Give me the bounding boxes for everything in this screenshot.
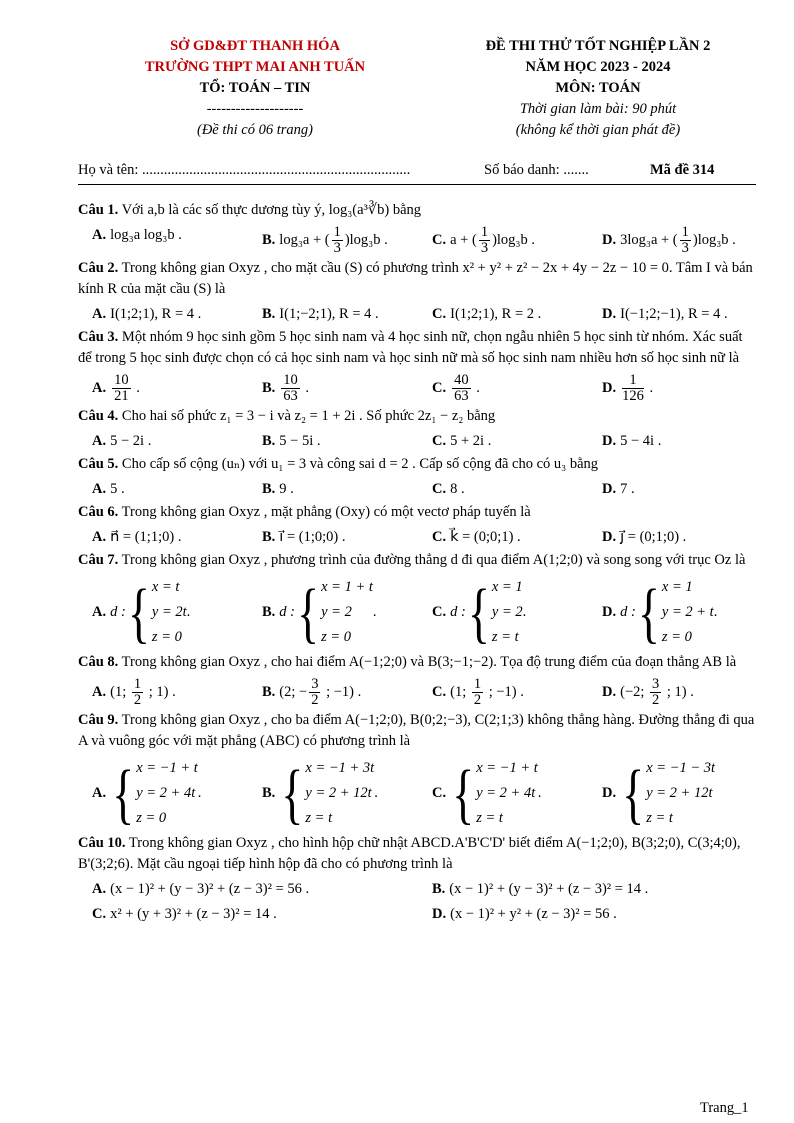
option-letter: D. — [602, 603, 617, 620]
option-letter: C. — [432, 784, 447, 801]
option-letter: A. — [92, 433, 107, 449]
line-name: d : — [279, 604, 296, 620]
equation-line: x = −1 + t — [476, 760, 538, 776]
option-letter: B. — [262, 481, 276, 497]
option-letter: D. — [602, 231, 617, 248]
question-stem — [78, 327, 758, 369]
answer-option — [418, 304, 588, 325]
answer-option — [78, 304, 248, 325]
question-text: Cho cấp số cộng (uₙ) với u₁ = 3 và công sai d = 2 . Cấp số cộng đã cho có u₃ bằng — [121, 456, 599, 472]
equation-system: d : { x = 1 + t y = 2 z = 0 . — [279, 574, 377, 649]
answer-option — [78, 225, 248, 256]
question-stem — [78, 652, 758, 673]
equation-line: z = 0 — [321, 629, 352, 645]
answer-option — [418, 904, 758, 925]
question-text: Một nhóm 9 học sinh gồm 5 học sinh nam và 4 học sinh nữ, chọn ngẫu nhiên 5 học sinh từ nhóm. Xác suất để trong 5 học sinh được chọn có cả học sinh nam và học sinh nữ mà số học sinh nam nhiều hơn số học sinh nữ là — [78, 329, 743, 366]
answer-option — [588, 756, 758, 831]
option-text: 9 . — [279, 481, 294, 497]
answer-option — [588, 225, 758, 256]
answer-option — [78, 677, 248, 708]
option-text: k⃗ = (0;0;1) . — [450, 529, 521, 545]
option-letter: A. — [92, 881, 107, 897]
time-note: (không kể thời gian phát đề) — [515, 122, 681, 138]
equation-system: d : { x = t y = 2t z = 0 . — [110, 574, 191, 649]
equation-line: z = t — [491, 629, 519, 645]
option-text: (1; $\frac{1}{2}$ ; −1) . — [450, 676, 524, 708]
option-letter: C. — [432, 231, 447, 248]
equation-line: z = t — [646, 810, 673, 826]
equation-system: d : { x = 1 y = 2 + t z = 0 . — [620, 574, 718, 649]
answer-option — [418, 527, 588, 548]
answer-option — [588, 304, 758, 325]
question-text: Trong không gian Oxyz , cho ba điểm A(−1;2;0), B(0;2;−3), C(2;1;3) không thẳng hàng. Đường thẳng đi qua A và vuông góc với mặt phẳng (ABC) có phương trình là — [78, 712, 755, 749]
equation-system: { x = −1 + t y = 2 + 4t z = t . — [452, 755, 542, 830]
exam-title: ĐỀ THI THỬ TỐT NGHIỆP LẦN 2 — [485, 38, 711, 54]
option-letter: C. — [432, 529, 447, 545]
answer-option — [418, 431, 588, 452]
option-letter: B. — [262, 529, 276, 545]
option-text: 7 . — [620, 481, 635, 497]
equation-system: { x = −1 + t y = 2 + 4t z = 0 . — [112, 755, 202, 830]
answer-option — [418, 225, 588, 256]
option-letter: A. — [92, 379, 107, 396]
option-letter: D. — [602, 433, 617, 449]
option-text: (x − 1)² + y² + (z − 3)² = 56 . — [450, 906, 617, 922]
equation-line: z = 0 — [136, 810, 167, 826]
option-letter: A. — [92, 603, 107, 620]
option-text: (2; − $\frac{3}{2}$ ; −1) . — [279, 676, 362, 708]
answer-option — [248, 431, 418, 452]
option-text: $\frac{1}{126}$ . — [622, 372, 654, 404]
option-letter: C. — [432, 481, 447, 497]
page-footer: Trang_1 — [700, 1100, 749, 1116]
answer-option — [78, 756, 248, 831]
equation-system: { x = −1 − 3t y = 2 + 12t z = t — [622, 755, 716, 830]
option-text: (−2; $\frac{3}{2}$ ; 1) . — [620, 676, 694, 708]
option-letter: A. — [92, 481, 107, 497]
line-name: d : — [620, 604, 636, 620]
answer-option — [78, 904, 418, 925]
option-letter: B. — [262, 231, 276, 248]
option-letter: B. — [432, 881, 446, 897]
question-stem — [78, 258, 758, 300]
question-text: Trong không gian Oxyz , mặt phẳng (Oxy) có một vectơ pháp tuyến là — [121, 504, 531, 520]
answer-option — [418, 756, 588, 831]
option-letter: C. — [432, 379, 447, 396]
equation-line: z = 0 — [661, 629, 692, 645]
faculty-name: TỔ: TOÁN – TIN — [199, 80, 311, 96]
question-number: Câu 1. — [78, 202, 119, 218]
equation-line: x = −1 + 3t — [305, 760, 375, 776]
question-text: Trong không gian Oxyz , cho hai điểm A(−1;2;0) và B(3;−1;−2). Tọa độ trung điểm của đoạn thẳng AB là — [121, 654, 737, 670]
answer-option — [78, 373, 248, 404]
equation-line: y = 2 + 12t — [646, 785, 713, 801]
equation-line: y = 2 + t — [661, 604, 714, 620]
equation-system: d : { x = 1 y = 2 z = t . — [450, 574, 527, 649]
question-number: Câu 6. — [78, 504, 119, 520]
answer-option — [588, 479, 758, 500]
school-name: TRƯỜNG THPT MAI ANH TUẤN — [144, 59, 366, 75]
answer-option — [588, 677, 758, 708]
option-text: a + ( $\frac{1}{3}$ )log₃b . — [450, 224, 535, 256]
answer-option — [418, 479, 588, 500]
header-right — [448, 36, 748, 141]
option-letter: D. — [602, 379, 617, 396]
answer-row — [78, 373, 758, 404]
option-text: 8 . — [450, 481, 465, 497]
answer-option — [78, 479, 248, 500]
equation-line: z = 0 — [151, 629, 182, 645]
option-letter: C. — [432, 683, 447, 700]
option-letter: B. — [262, 306, 276, 322]
answer-option — [418, 575, 588, 650]
equation-line: x = 1 + t — [321, 579, 373, 595]
option-text: 5 + 2i . — [450, 433, 492, 449]
option-text: I(1;−2;1), R = 4 . — [279, 306, 379, 322]
question-number: Câu 8. — [78, 654, 119, 670]
option-text: log₃a log₃b . — [110, 227, 182, 243]
answer-option — [418, 373, 588, 404]
option-letter: D. — [602, 481, 617, 497]
question-text: Trong không gian Oxyz , phương trình của đường thẳng d đi qua điểm A(1;2;0) và song song với trục Oz là — [121, 552, 746, 568]
equation-line: x = t — [151, 579, 180, 595]
answer-row — [78, 677, 758, 708]
question-stem — [78, 710, 758, 752]
option-text: i⃗ = (1;0;0) . — [279, 529, 346, 545]
option-text: (x − 1)² + (y − 3)² + (z − 3)² = 14 . — [449, 881, 649, 897]
question-number: Câu 7. — [78, 552, 119, 568]
option-text: log₃a + ( $\frac{1}{3}$ )log₃b . — [279, 224, 388, 256]
option-text: (x − 1)² + (y − 3)² + (z − 3)² = 56 . — [110, 881, 310, 897]
answer-row — [78, 304, 758, 325]
answer-option — [248, 479, 418, 500]
department-name: SỞ GD&ĐT THANH HÓA — [170, 38, 340, 54]
equation-line: y = 2 + 4t — [476, 785, 536, 801]
answer-option — [78, 431, 248, 452]
answer-option — [588, 527, 758, 548]
equation-line: x = −1 − 3t — [646, 760, 716, 776]
question-number: Câu 10. — [78, 835, 126, 851]
option-text: 5 . — [110, 481, 125, 497]
school-year: NĂM HỌC 2023 - 2024 — [525, 59, 671, 75]
equation-line: y = 2 — [491, 604, 523, 620]
time-limit: Thời gian làm bài: 90 phút — [519, 101, 677, 117]
option-letter: D. — [602, 784, 617, 801]
option-text: 5 − 4i . — [620, 433, 662, 449]
option-text: x² + (y + 3)² + (z − 3)² = 14 . — [110, 906, 277, 922]
answer-option — [78, 527, 248, 548]
question-stem — [78, 200, 758, 221]
option-letter: C. — [432, 433, 447, 449]
option-letter: B. — [262, 683, 276, 700]
question-text: Trong không gian Oxyz , cho hình hộp chữ nhật ABCD.A'B'C'D' biết điểm A(−1;2;0), B(3;2;0), C(3;4;0), B'(3;2;6). Mặt cầu ngoại tiếp hình hộp đã cho có phương trình là — [78, 835, 741, 872]
answer-option — [248, 756, 418, 831]
answer-row — [78, 904, 758, 925]
answer-row — [78, 756, 758, 831]
option-letter: D. — [602, 306, 617, 322]
answer-option — [588, 373, 758, 404]
option-text: I(1;2;1), R = 2 . — [450, 306, 542, 322]
answer-row — [78, 575, 758, 650]
option-letter: C. — [92, 906, 107, 922]
answer-row — [78, 431, 758, 452]
question-number: Câu 9. — [78, 712, 119, 728]
answer-option — [78, 879, 418, 900]
option-letter: A. — [92, 227, 107, 243]
question-stem — [78, 833, 758, 875]
divider-dashes: -------------------- — [206, 101, 304, 117]
equation-system: { x = −1 + 3t y = 2 + 12t z = t . — [281, 755, 378, 830]
answer-option — [588, 575, 758, 650]
equation-line: y = 2t — [151, 604, 187, 620]
equation-line: z = t — [305, 810, 333, 826]
answer-row — [78, 479, 758, 500]
question-text: Trong không gian Oxyz , cho mặt cầu (S) có phương trình x² + y² + z² − 2x + 4y − 2z − 10 = 0. Tâm I và bán kính R của mặt cầu (S) là — [78, 260, 753, 297]
question-number: Câu 5. — [78, 456, 119, 472]
option-letter: B. — [262, 433, 276, 449]
line-name: d : — [450, 604, 466, 620]
option-letter: D. — [432, 906, 447, 922]
answer-option — [248, 575, 418, 650]
question-stem — [78, 502, 758, 523]
question-text: Cho hai số phức z₁ = 3 − i và z₂ = 1 + 2i . Số phức 2z₁ − z₂ bằng — [121, 408, 496, 424]
answer-row — [78, 879, 758, 900]
question-number: Câu 2. — [78, 260, 119, 276]
option-letter: A. — [92, 529, 107, 545]
question-number: Câu 3. — [78, 329, 119, 345]
option-text: j⃗ = (0;1;0) . — [620, 529, 687, 545]
page-count-note: (Đề thi có 06 trang) — [197, 122, 313, 138]
option-letter: C. — [432, 306, 447, 322]
answer-option — [78, 575, 248, 650]
equation-line: y = 2 + 4t — [136, 785, 196, 801]
answer-option — [418, 879, 758, 900]
option-text: n⃗ = (1;1;0) . — [110, 529, 182, 545]
question-stem — [78, 550, 758, 571]
answer-option — [248, 225, 418, 256]
option-letter: C. — [432, 603, 447, 620]
question-stem — [78, 454, 758, 475]
equation-line: x = 1 — [491, 579, 523, 595]
answer-option — [418, 677, 588, 708]
option-letter: A. — [92, 683, 107, 700]
answer-option — [248, 677, 418, 708]
equation-line: y = 2 + 12t — [305, 785, 372, 801]
question-list — [78, 200, 758, 927]
option-letter: A. — [92, 306, 107, 322]
option-text: (1; $\frac{1}{2}$ ; 1) . — [110, 676, 176, 708]
option-text: $\frac{40}{63}$ . — [454, 372, 480, 404]
equation-line: y = 2 — [321, 604, 352, 620]
student-id-field: Số báo danh: ....... — [484, 162, 589, 178]
student-info-line — [78, 160, 756, 185]
header-left — [130, 36, 380, 141]
option-text: 3log₃a + ( $\frac{1}{3}$ )log₃b . — [620, 224, 736, 256]
answer-option — [248, 527, 418, 548]
option-letter: A. — [92, 784, 107, 801]
equation-line: x = −1 + t — [136, 760, 198, 776]
option-text: 5 − 2i . — [110, 433, 152, 449]
answer-option — [248, 373, 418, 404]
option-letter: D. — [602, 683, 617, 700]
option-text: I(1;2;1), R = 4 . — [110, 306, 202, 322]
option-text: $\frac{10}{21}$ . — [114, 372, 140, 404]
option-letter: D. — [602, 529, 617, 545]
subject: MÔN: TOÁN — [555, 80, 641, 96]
answer-row — [78, 527, 758, 548]
line-name: d : — [110, 604, 126, 620]
question-text: Với a,b là các số thực dương tùy ý, log₃(a³∛b) bằng — [121, 202, 422, 218]
answer-row — [78, 225, 758, 256]
student-name-field: Họ và tên: .......................................................................... — [78, 162, 411, 178]
answer-option — [588, 431, 758, 452]
equation-line: z = t — [476, 810, 503, 826]
option-letter: B. — [262, 379, 276, 396]
option-letter: B. — [262, 603, 276, 620]
answer-option — [248, 304, 418, 325]
equation-line: x = 1 — [661, 579, 693, 595]
option-letter: B. — [262, 784, 276, 801]
exam-code: Mã đề 314 — [650, 162, 715, 178]
option-text: I(−1;2;−1), R = 4 . — [620, 306, 728, 322]
question-stem — [78, 406, 758, 427]
option-text: $\frac{10}{63}$ . — [283, 372, 310, 404]
question-number: Câu 4. — [78, 408, 119, 424]
option-text: 5 − 5i . — [279, 433, 321, 449]
